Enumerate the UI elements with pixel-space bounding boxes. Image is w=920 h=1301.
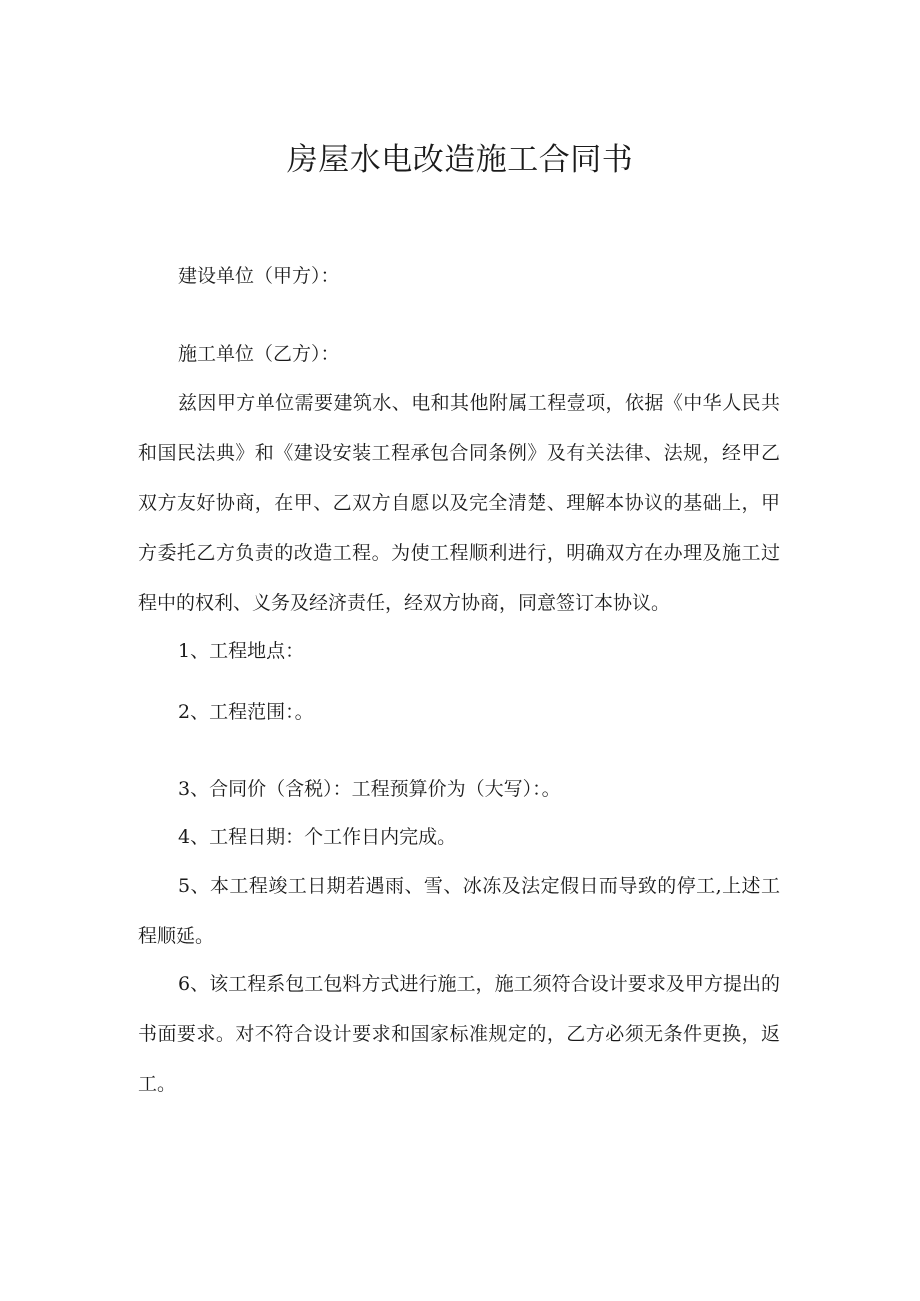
document-title: 房屋水电改造施工合同书 [286, 142, 634, 178]
party-a-line: 建设单位（甲方）： [178, 265, 340, 287]
clause-5-delay: 5、本工程竣工日期若遇雨、雪、冰冻及法定假日而导致的停工,上述工程顺延。 [138, 875, 780, 947]
clause-2-scope: 2、工程范围：。 [178, 701, 314, 723]
clause-1-location: 1、工程地点： [178, 640, 305, 662]
clause-4-duration: 4、工程日期：个工作日内完成。 [178, 826, 457, 848]
clause-6-materials: 6、该工程系包工包料方式进行施工，施工须符合设计要求及甲方提出的书面要求。对不符合设计要求和国家标准规定的，乙方必须无条件更换，返工。 [138, 973, 780, 1095]
party-b-line: 施工单位（乙方）： [178, 343, 340, 365]
preamble-paragraph: 兹因甲方单位需要建筑水、电和其他附属工程壹项，依据《中华人民共和国民法典》和《建设安装工程承包合同条例》及有关法律、法规，经甲乙双方友好协商，在甲、乙双方自愿以及完全清楚、理解本协议的基础上，甲方委托乙方负责的改造工程。为使工程顺利进行，明确双方在办理及施工过程中的权利、义务及经济责任，经双方协商，同意签订本协议。 [138, 392, 780, 614]
clause-3-price: 3、合同价（含税）：工程预算价为（大写）：。 [178, 778, 561, 800]
